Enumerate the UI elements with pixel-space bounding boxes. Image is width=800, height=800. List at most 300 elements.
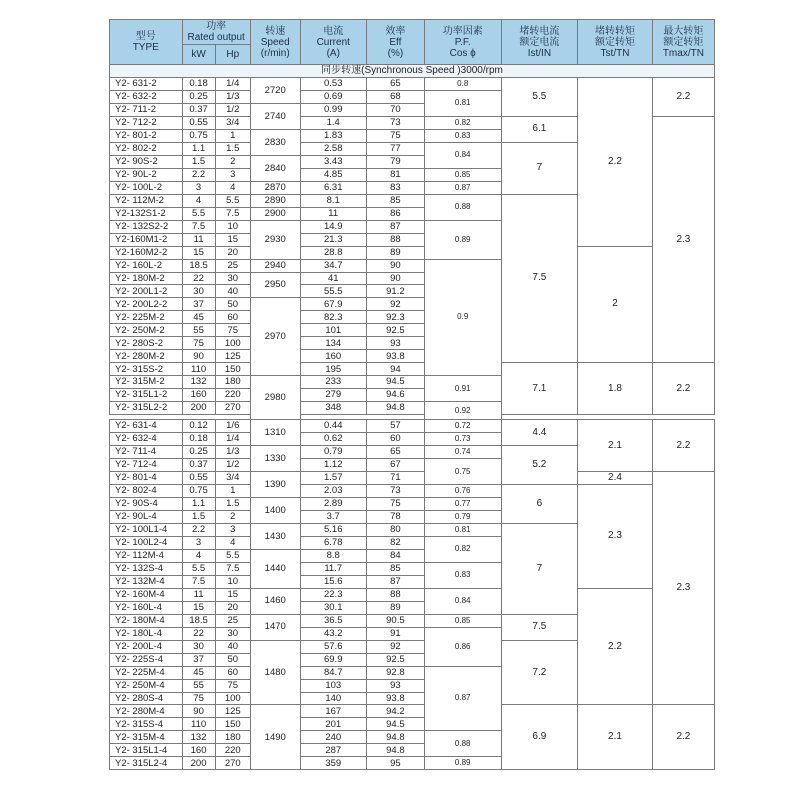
eff-cell: 84 <box>366 549 424 562</box>
kw-cell: 1.1 <box>182 142 215 155</box>
hp-cell: 3 <box>215 523 250 536</box>
current-cell: 1.4 <box>300 116 366 129</box>
model-cell: Y2- 160L-2 <box>110 259 183 272</box>
model-cell: Y2- 801-2 <box>110 129 183 142</box>
table-row <box>110 246 715 259</box>
speed-cell: 2720 <box>250 77 300 103</box>
current-cell: 84.7 <box>300 666 366 679</box>
eff-cell: 92.5 <box>366 653 424 666</box>
current-cell: 134 <box>300 337 366 350</box>
model-cell: Y2- 315S-4 <box>110 718 183 731</box>
tst-cell: 2.1 <box>578 420 653 472</box>
kw-cell: 160 <box>182 744 215 757</box>
eff-cell: 92.5 <box>366 324 424 337</box>
current-cell: 2.03 <box>300 485 366 498</box>
hp-cell: 50 <box>215 298 250 311</box>
table-row <box>110 77 715 90</box>
tmax-cell: 2.2 <box>652 420 714 472</box>
kw-cell: 0.37 <box>182 459 215 472</box>
current-cell: 82.3 <box>300 311 366 324</box>
header-power: 功率 Rated output <box>182 20 250 45</box>
eff-cell: 85 <box>366 562 424 575</box>
kw-cell: 200 <box>182 402 215 415</box>
kw-cell: 4 <box>182 549 215 562</box>
current-cell: 21.3 <box>300 233 366 246</box>
eff-cell: 92.8 <box>366 666 424 679</box>
pf-cell: 0.79 <box>424 510 501 523</box>
header-tst: 堵转转矩 额定转矩 Tst/TN <box>578 20 653 65</box>
eff-cell: 83 <box>366 181 424 194</box>
speed-cell: 2970 <box>250 298 300 376</box>
eff-cell: 57 <box>366 420 424 433</box>
hp-cell: 40 <box>215 640 250 653</box>
eff-cell: 88 <box>366 588 424 601</box>
kw-cell: 0.25 <box>182 90 215 103</box>
eff-cell: 88 <box>366 233 424 246</box>
eff-cell: 93 <box>366 679 424 692</box>
table-body <box>110 65 715 770</box>
kw-cell: 90 <box>182 350 215 363</box>
hp-cell: 1.5 <box>215 497 250 510</box>
header-pf: 功率因素 P.F. Cos ϕ <box>424 20 501 65</box>
model-cell: Y2- 711-4 <box>110 446 183 459</box>
kw-cell: 22 <box>182 272 215 285</box>
hp-cell: 270 <box>215 757 250 770</box>
model-cell: Y2- 225S-4 <box>110 653 183 666</box>
model-cell: Y2- 712-2 <box>110 116 183 129</box>
kw-cell: 0.55 <box>182 472 215 485</box>
hp-cell: 270 <box>215 402 250 415</box>
kw-cell: 11 <box>182 588 215 601</box>
table-header <box>110 20 715 65</box>
current-cell: 195 <box>300 363 366 376</box>
speed-cell: 1480 <box>250 640 300 705</box>
model-cell: Y2- 180L-4 <box>110 627 183 640</box>
current-cell: 36.5 <box>300 614 366 627</box>
current-cell: 3.7 <box>300 510 366 523</box>
eff-cell: 75 <box>366 129 424 142</box>
current-cell: 0.79 <box>300 446 366 459</box>
model-cell: Y2- 250M-4 <box>110 679 183 692</box>
pf-cell: 0.85 <box>424 168 501 181</box>
tmax-cell: 2.2 <box>652 363 714 415</box>
model-cell: Y2- 160L-4 <box>110 601 183 614</box>
header-type: 型号 TYPE <box>110 20 183 65</box>
table-row <box>110 588 715 601</box>
model-cell: Y2- 225M-2 <box>110 311 183 324</box>
model-cell: Y2- 801-4 <box>110 472 183 485</box>
eff-cell: 67 <box>366 459 424 472</box>
speed-cell: 1400 <box>250 497 300 523</box>
speed-cell: 1390 <box>250 472 300 498</box>
pf-cell: 0.84 <box>424 142 501 168</box>
current-cell: 1.83 <box>300 129 366 142</box>
pf-cell: 0.76 <box>424 485 501 498</box>
current-cell: 57.6 <box>300 640 366 653</box>
speed-cell: 2950 <box>250 272 300 298</box>
hp-cell: 15 <box>215 233 250 246</box>
model-cell: Y2- 802-4 <box>110 485 183 498</box>
ist-cell: 6 <box>501 485 578 524</box>
hp-cell: 220 <box>215 744 250 757</box>
hp-cell: 20 <box>215 246 250 259</box>
model-cell: Y2- 315L2-2 <box>110 402 183 415</box>
motor-spec-table <box>109 19 715 770</box>
eff-cell: 91 <box>366 627 424 640</box>
ist-cell: 7 <box>501 523 578 614</box>
hp-cell: 5.5 <box>215 549 250 562</box>
model-cell: Y2- 132S-4 <box>110 562 183 575</box>
pf-cell: 0.81 <box>424 523 501 536</box>
tst-cell: 2.1 <box>578 705 653 770</box>
hp-cell: 1/2 <box>215 459 250 472</box>
hp-cell: 75 <box>215 679 250 692</box>
speed-cell: 1430 <box>250 523 300 549</box>
current-cell: 1.57 <box>300 472 366 485</box>
hp-cell: 150 <box>215 718 250 731</box>
eff-cell: 89 <box>366 601 424 614</box>
kw-cell: 75 <box>182 337 215 350</box>
model-cell: Y2- 315M-4 <box>110 731 183 744</box>
header-speed: 转速 Speed (r/min) <box>250 20 300 65</box>
speed-cell: 2840 <box>250 155 300 181</box>
hp-cell: 75 <box>215 324 250 337</box>
model-cell: Y2- 280S-2 <box>110 337 183 350</box>
kw-cell: 110 <box>182 718 215 731</box>
pf-cell: 0.77 <box>424 497 501 510</box>
pf-cell: 0.75 <box>424 459 501 485</box>
kw-cell: 132 <box>182 731 215 744</box>
hp-cell: 10 <box>215 575 250 588</box>
model-cell: Y2- 160M-4 <box>110 588 183 601</box>
eff-cell: 90 <box>366 272 424 285</box>
table-row <box>110 705 715 718</box>
current-cell: 101 <box>300 324 366 337</box>
hp-cell: 180 <box>215 376 250 389</box>
hp-cell: 1/3 <box>215 446 250 459</box>
table-row <box>110 363 715 376</box>
model-cell: Y2- 112M-4 <box>110 549 183 562</box>
speed-cell: 2940 <box>250 259 300 272</box>
current-cell: 1.12 <box>300 459 366 472</box>
kw-cell: 1.5 <box>182 510 215 523</box>
pf-cell: 0.88 <box>424 731 501 757</box>
model-cell: Y2- 631-4 <box>110 420 183 433</box>
hp-cell: 180 <box>215 731 250 744</box>
current-cell: 240 <box>300 731 366 744</box>
eff-cell: 86 <box>366 207 424 220</box>
ist-cell: 5.5 <box>501 77 578 116</box>
kw-cell: 110 <box>182 363 215 376</box>
model-cell: Y2- 802-2 <box>110 142 183 155</box>
kw-cell: 90 <box>182 705 215 718</box>
hp-cell: 25 <box>215 259 250 272</box>
hp-cell: 1.5 <box>215 142 250 155</box>
pf-cell: 0.85 <box>424 614 501 627</box>
kw-cell: 75 <box>182 692 215 705</box>
hp-cell: 5.5 <box>215 194 250 207</box>
model-cell: Y2- 100L-2 <box>110 181 183 194</box>
kw-cell: 55 <box>182 324 215 337</box>
tst-cell: 2.4 <box>578 472 653 485</box>
current-cell: 3.43 <box>300 155 366 168</box>
hp-cell: 4 <box>215 536 250 549</box>
current-cell: 14.9 <box>300 220 366 233</box>
tst-cell: 2.2 <box>578 77 653 246</box>
current-cell: 0.44 <box>300 420 366 433</box>
section-title-row <box>110 65 715 78</box>
kw-cell: 18.5 <box>182 259 215 272</box>
model-cell: Y2- 180M-2 <box>110 272 183 285</box>
model-cell: Y2- 225M-4 <box>110 666 183 679</box>
kw-cell: 37 <box>182 653 215 666</box>
eff-cell: 70 <box>366 103 424 116</box>
hp-cell: 1/2 <box>215 103 250 116</box>
hp-cell: 1/6 <box>215 420 250 433</box>
current-cell: 34.7 <box>300 259 366 272</box>
eff-cell: 81 <box>366 168 424 181</box>
current-cell: 233 <box>300 376 366 389</box>
model-cell: Y2- 180M-4 <box>110 614 183 627</box>
kw-cell: 1.5 <box>182 155 215 168</box>
hp-cell: 10 <box>215 220 250 233</box>
ist-cell: 7.5 <box>501 614 578 640</box>
ist-cell: 4.4 <box>501 420 578 446</box>
kw-cell: 45 <box>182 666 215 679</box>
pf-cell: 0.72 <box>424 420 501 433</box>
model-cell: Y2- 112M-2 <box>110 194 183 207</box>
current-cell: 67.9 <box>300 298 366 311</box>
current-cell: 167 <box>300 705 366 718</box>
kw-cell: 15 <box>182 246 215 259</box>
hp-cell: 100 <box>215 692 250 705</box>
current-cell: 201 <box>300 718 366 731</box>
kw-cell: 0.55 <box>182 116 215 129</box>
eff-cell: 90 <box>366 259 424 272</box>
kw-cell: 200 <box>182 757 215 770</box>
hp-cell: 1/3 <box>215 90 250 103</box>
hp-cell: 50 <box>215 653 250 666</box>
model-cell: Y2- 250M-2 <box>110 324 183 337</box>
current-cell: 348 <box>300 402 366 415</box>
hp-cell: 100 <box>215 337 250 350</box>
kw-cell: 2.2 <box>182 523 215 536</box>
table-row <box>110 485 715 498</box>
eff-cell: 68 <box>366 90 424 103</box>
eff-cell: 94.8 <box>366 731 424 744</box>
pf-cell: 0.73 <box>424 433 501 446</box>
current-cell: 55.5 <box>300 285 366 298</box>
pf-cell: 0.89 <box>424 220 501 259</box>
current-cell: 279 <box>300 389 366 402</box>
kw-cell: 7.5 <box>182 220 215 233</box>
kw-cell: 0.25 <box>182 446 215 459</box>
pf-cell: 0.81 <box>424 90 501 116</box>
kw-cell: 3 <box>182 536 215 549</box>
current-cell: 6.31 <box>300 181 366 194</box>
current-cell: 5.16 <box>300 523 366 536</box>
pf-cell: 0.88 <box>424 194 501 220</box>
kw-cell: 1.1 <box>182 497 215 510</box>
eff-cell: 65 <box>366 77 424 90</box>
hp-cell: 60 <box>215 311 250 324</box>
speed-cell: 1330 <box>250 446 300 472</box>
hp-cell: 4 <box>215 181 250 194</box>
model-cell: Y2- 90L-2 <box>110 168 183 181</box>
model-cell: Y2- 315L1-2 <box>110 389 183 402</box>
hp-cell: 3/4 <box>215 472 250 485</box>
hp-cell: 60 <box>215 666 250 679</box>
hp-cell: 1/4 <box>215 433 250 446</box>
hp-cell: 1 <box>215 129 250 142</box>
ist-cell: 7.1 <box>501 363 578 415</box>
current-cell: 2.58 <box>300 142 366 155</box>
current-cell: 15.6 <box>300 575 366 588</box>
ist-cell: 5.2 <box>501 446 578 485</box>
hp-cell: 125 <box>215 705 250 718</box>
kw-cell: 5.5 <box>182 562 215 575</box>
tmax-cell: 2.3 <box>652 116 714 362</box>
model-cell: Y2-132S1-2 <box>110 207 183 220</box>
pf-cell: 0.8 <box>424 77 501 90</box>
kw-cell: 160 <box>182 389 215 402</box>
eff-cell: 92 <box>366 640 424 653</box>
tmax-cell: 2.3 <box>652 472 714 705</box>
eff-cell: 89 <box>366 246 424 259</box>
eff-cell: 79 <box>366 155 424 168</box>
current-cell: 8.1 <box>300 194 366 207</box>
eff-cell: 80 <box>366 523 424 536</box>
current-cell: 0.62 <box>300 433 366 446</box>
current-cell: 0.53 <box>300 77 366 90</box>
table-row <box>110 420 715 433</box>
eff-cell: 90.5 <box>366 614 424 627</box>
model-cell: Y2- 631-2 <box>110 77 183 90</box>
eff-cell: 71 <box>366 472 424 485</box>
speed-cell: 2930 <box>250 220 300 259</box>
current-cell: 6.78 <box>300 536 366 549</box>
eff-cell: 60 <box>366 433 424 446</box>
current-cell: 103 <box>300 679 366 692</box>
model-cell: Y2- 132S2-2 <box>110 220 183 233</box>
header-tmax: 最大转矩 额定转矩 Tmax/TN <box>652 20 714 65</box>
current-cell: 11.7 <box>300 562 366 575</box>
eff-cell: 73 <box>366 116 424 129</box>
current-cell: 43.2 <box>300 627 366 640</box>
hp-cell: 40 <box>215 285 250 298</box>
hp-cell: 7.5 <box>215 562 250 575</box>
pf-cell: 0.82 <box>424 116 501 129</box>
current-cell: 0.69 <box>300 90 366 103</box>
ist-cell: 7.2 <box>501 640 578 705</box>
kw-cell: 11 <box>182 233 215 246</box>
tst-cell: 2.3 <box>578 485 653 589</box>
model-cell: Y2-160M2-2 <box>110 246 183 259</box>
eff-cell: 94.5 <box>366 718 424 731</box>
kw-cell: 0.12 <box>182 420 215 433</box>
current-cell: 0.99 <box>300 103 366 116</box>
hp-cell: 2 <box>215 510 250 523</box>
kw-cell: 22 <box>182 627 215 640</box>
hp-cell: 1 <box>215 485 250 498</box>
kw-cell: 132 <box>182 376 215 389</box>
eff-cell: 91.2 <box>366 285 424 298</box>
current-cell: 22.3 <box>300 588 366 601</box>
header-kw: kW <box>182 45 215 65</box>
eff-cell: 78 <box>366 510 424 523</box>
model-cell: Y2- 100L1-4 <box>110 523 183 536</box>
tst-cell: 2.2 <box>578 588 653 705</box>
eff-cell: 93 <box>366 337 424 350</box>
hp-cell: 30 <box>215 272 250 285</box>
speed-cell: 2830 <box>250 129 300 155</box>
kw-cell: 45 <box>182 311 215 324</box>
model-cell: Y2- 200L1-2 <box>110 285 183 298</box>
ist-cell: 6.1 <box>501 116 578 142</box>
header-hp: Hp <box>215 45 250 65</box>
ist-cell: 6.9 <box>501 705 578 770</box>
model-cell: Y2- 200L2-2 <box>110 298 183 311</box>
kw-cell: 0.75 <box>182 129 215 142</box>
model-cell: Y2- 280S-4 <box>110 692 183 705</box>
ist-cell: 7.5 <box>501 194 578 363</box>
model-cell: Y2- 712-4 <box>110 459 183 472</box>
hp-cell: 30 <box>215 627 250 640</box>
speed-cell: 1460 <box>250 588 300 614</box>
kw-cell: 4 <box>182 194 215 207</box>
current-cell: 160 <box>300 350 366 363</box>
hp-cell: 2 <box>215 155 250 168</box>
eff-cell: 94.8 <box>366 744 424 757</box>
tst-cell: 2 <box>578 246 653 363</box>
speed-cell: 1310 <box>250 420 300 446</box>
tmax-cell: 2.2 <box>652 77 714 116</box>
tmax-cell: 2.2 <box>652 705 714 770</box>
model-cell: Y2- 90S-2 <box>110 155 183 168</box>
eff-cell: 94.8 <box>366 402 424 415</box>
eff-cell: 92.3 <box>366 311 424 324</box>
kw-cell: 55 <box>182 679 215 692</box>
speed-cell: 2900 <box>250 207 300 220</box>
speed-cell: 1490 <box>250 705 300 770</box>
pf-cell: 0.82 <box>424 536 501 562</box>
header-ist: 堵转电流 额定电流 Ist/IN <box>501 20 578 65</box>
hp-cell: 150 <box>215 363 250 376</box>
hp-cell: 15 <box>215 588 250 601</box>
section-title: 同步转速(Synchronous Speed )3000/rpm <box>110 65 715 78</box>
pf-cell: 0.9 <box>424 259 501 376</box>
eff-cell: 87 <box>366 575 424 588</box>
kw-cell: 3 <box>182 181 215 194</box>
eff-cell: 73 <box>366 485 424 498</box>
model-cell: Y2-160M1-2 <box>110 233 183 246</box>
current-cell: 8.8 <box>300 549 366 562</box>
eff-cell: 65 <box>366 446 424 459</box>
pf-cell: 0.74 <box>424 446 501 459</box>
kw-cell: 0.75 <box>182 485 215 498</box>
pf-cell: 0.89 <box>424 757 501 770</box>
hp-cell: 3 <box>215 168 250 181</box>
eff-cell: 75 <box>366 497 424 510</box>
eff-cell: 82 <box>366 536 424 549</box>
model-cell: Y2- 280M-4 <box>110 705 183 718</box>
current-cell: 30.1 <box>300 601 366 614</box>
model-cell: Y2- 315S-2 <box>110 363 183 376</box>
pf-cell: 0.92 <box>424 402 501 420</box>
kw-cell: 15 <box>182 601 215 614</box>
hp-cell: 1/4 <box>215 77 250 90</box>
model-cell: Y2- 315L1-4 <box>110 744 183 757</box>
